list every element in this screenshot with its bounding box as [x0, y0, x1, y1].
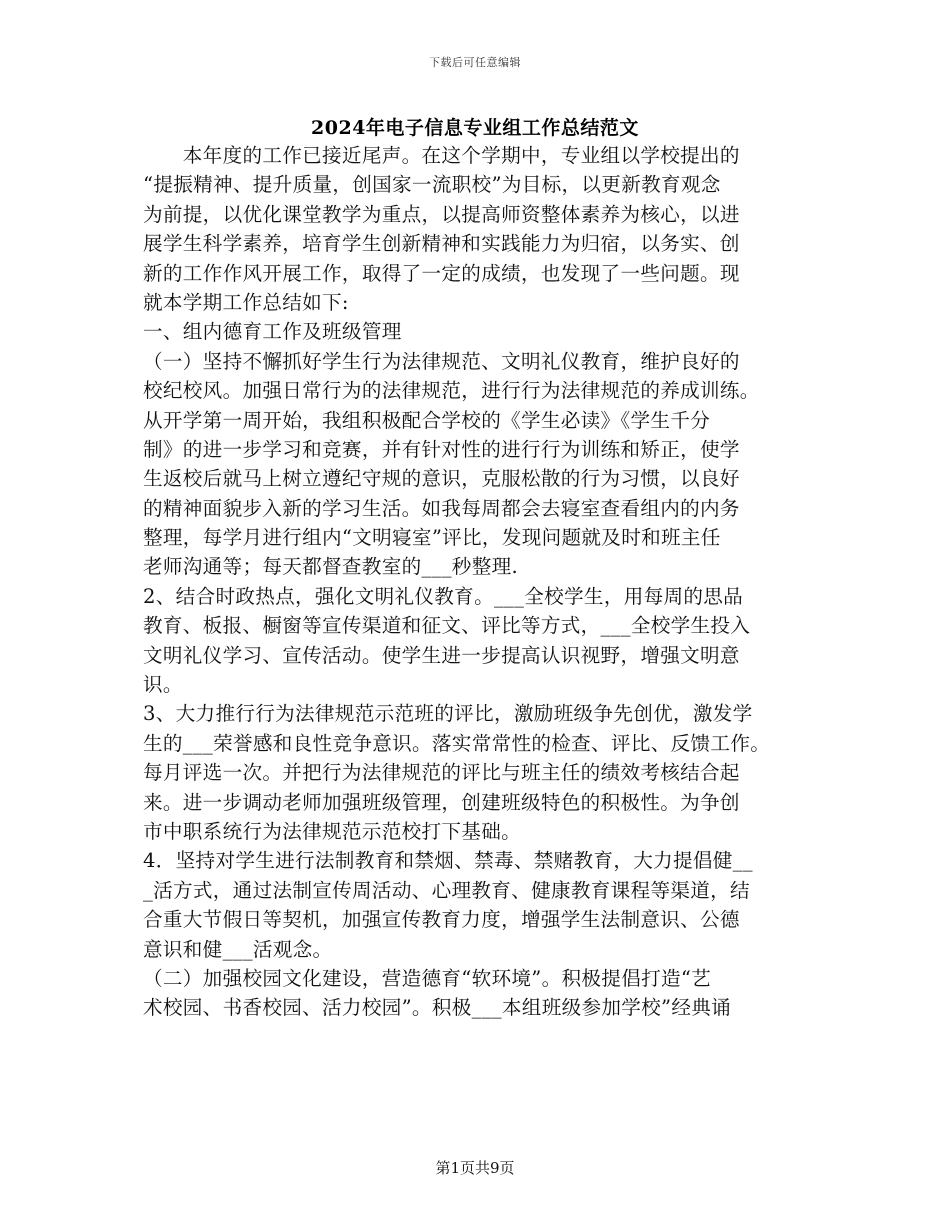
body-line: 来。进一步调动老师加强班级管理，创建班级特色的积极性。为争创: [143, 790, 740, 814]
page-number-footer: 第1页共9页: [435, 1159, 515, 1177]
body-line: 术校园、书香校园、活力校园”。积极___本组班级参加学校”经典诵: [143, 996, 732, 1020]
document-body: [143, 141, 803, 1023]
body-line: 整理，每学月进行组内“文明寝室”评比，发现问题就及时和班主任: [143, 526, 721, 550]
body-line: 新的工作作风开展工作，取得了一定的成绩，也发现了一些问题。现: [143, 261, 740, 285]
body-line: 意识和健___活观念。: [143, 937, 333, 961]
body-line: 就本学期工作总结如下:: [143, 290, 349, 314]
body-line: （二）加强校园文化建设，营造德育“软环境”。积极提倡打造“艺: [143, 966, 712, 990]
body-line: 市中职系统行为法律规范示范校打下基础。: [143, 819, 521, 843]
body-line: 展学生科学素养，培育学生创新精神和实践能力为归宿，以务实、创: [143, 232, 740, 256]
body-line: 合重大节假日等契机，加强宣传教育力度，增强学生法制意识、公德: [143, 908, 740, 932]
body-line: 识。: [143, 673, 183, 697]
body-line: 2、结合时政热点，强化文明礼仪教育。___全校学生，用每周的思品: [143, 584, 744, 608]
body-line: 3、大力推行行为法律规范示范班的评比，激励班级争先创优，激发学: [143, 702, 753, 726]
document-title: 2024年电子信息专业组工作总结范文: [311, 117, 639, 139]
body-line: 文明礼仪学习、宣传活动。使学生进一步提高认识视野，增强文明意: [143, 643, 740, 667]
body-line: 的精神面貌步入新的学习生活。如我每周都会去寝室查看组内的内务: [143, 496, 740, 520]
body-line: 本年度的工作已接近尾声。在这个学期中，专业组以学校提出的: [143, 144, 740, 167]
body-line: 老师沟通等；每天都督查教室的___秒整理.: [143, 555, 519, 579]
body-line: （一）坚持不懈抓好学生行为法律规范、文明礼仪教育，维护良好的: [143, 349, 740, 373]
body-line: 生的___荣誉感和良性竞争意识。落实常常性的检查、评比、反馈工作。: [143, 731, 771, 755]
body-line: 从开学第一周开始，我组积极配合学校的《学生必读》《学生千分: [143, 408, 711, 432]
body-line: “提振精神、提升质量，创国家一流职校”为目标，以更新教育观念: [143, 173, 721, 197]
body-line: 4．坚持对学生进行法制教育和禁烟、禁毒、禁赌教育，大力提倡健__: [143, 849, 753, 873]
body-line: _活方式，通过法制宣传周活动、心理教育、健康教育课程等渠道，结: [143, 878, 750, 902]
body-line: 教育、板报、橱窗等宣传渠道和征文、评比等方式，___全校学生投入: [143, 614, 751, 638]
body-line: 校纪校风。加强日常行为的法律规范，进行行为法律规范的养成训练。: [143, 379, 760, 403]
header-note: 下载后可任意编辑: [429, 56, 521, 69]
body-line: 制》的进一步学习和竞赛，并有针对性的进行行为训练和矫正，使学: [143, 437, 740, 461]
section-heading: 一、组内德育工作及班级管理: [143, 320, 402, 344]
body-line: 每月评选一次。并把行为法律规范的评比与班主任的绩效考核结合起: [143, 761, 740, 785]
body-line: 为前提，以优化课堂教学为重点，以提高师资整体素养为核心，以进: [143, 202, 740, 226]
body-line: 生返校后就马上树立遵纪守规的意识，克服松散的行为习惯，以良好: [143, 467, 740, 491]
